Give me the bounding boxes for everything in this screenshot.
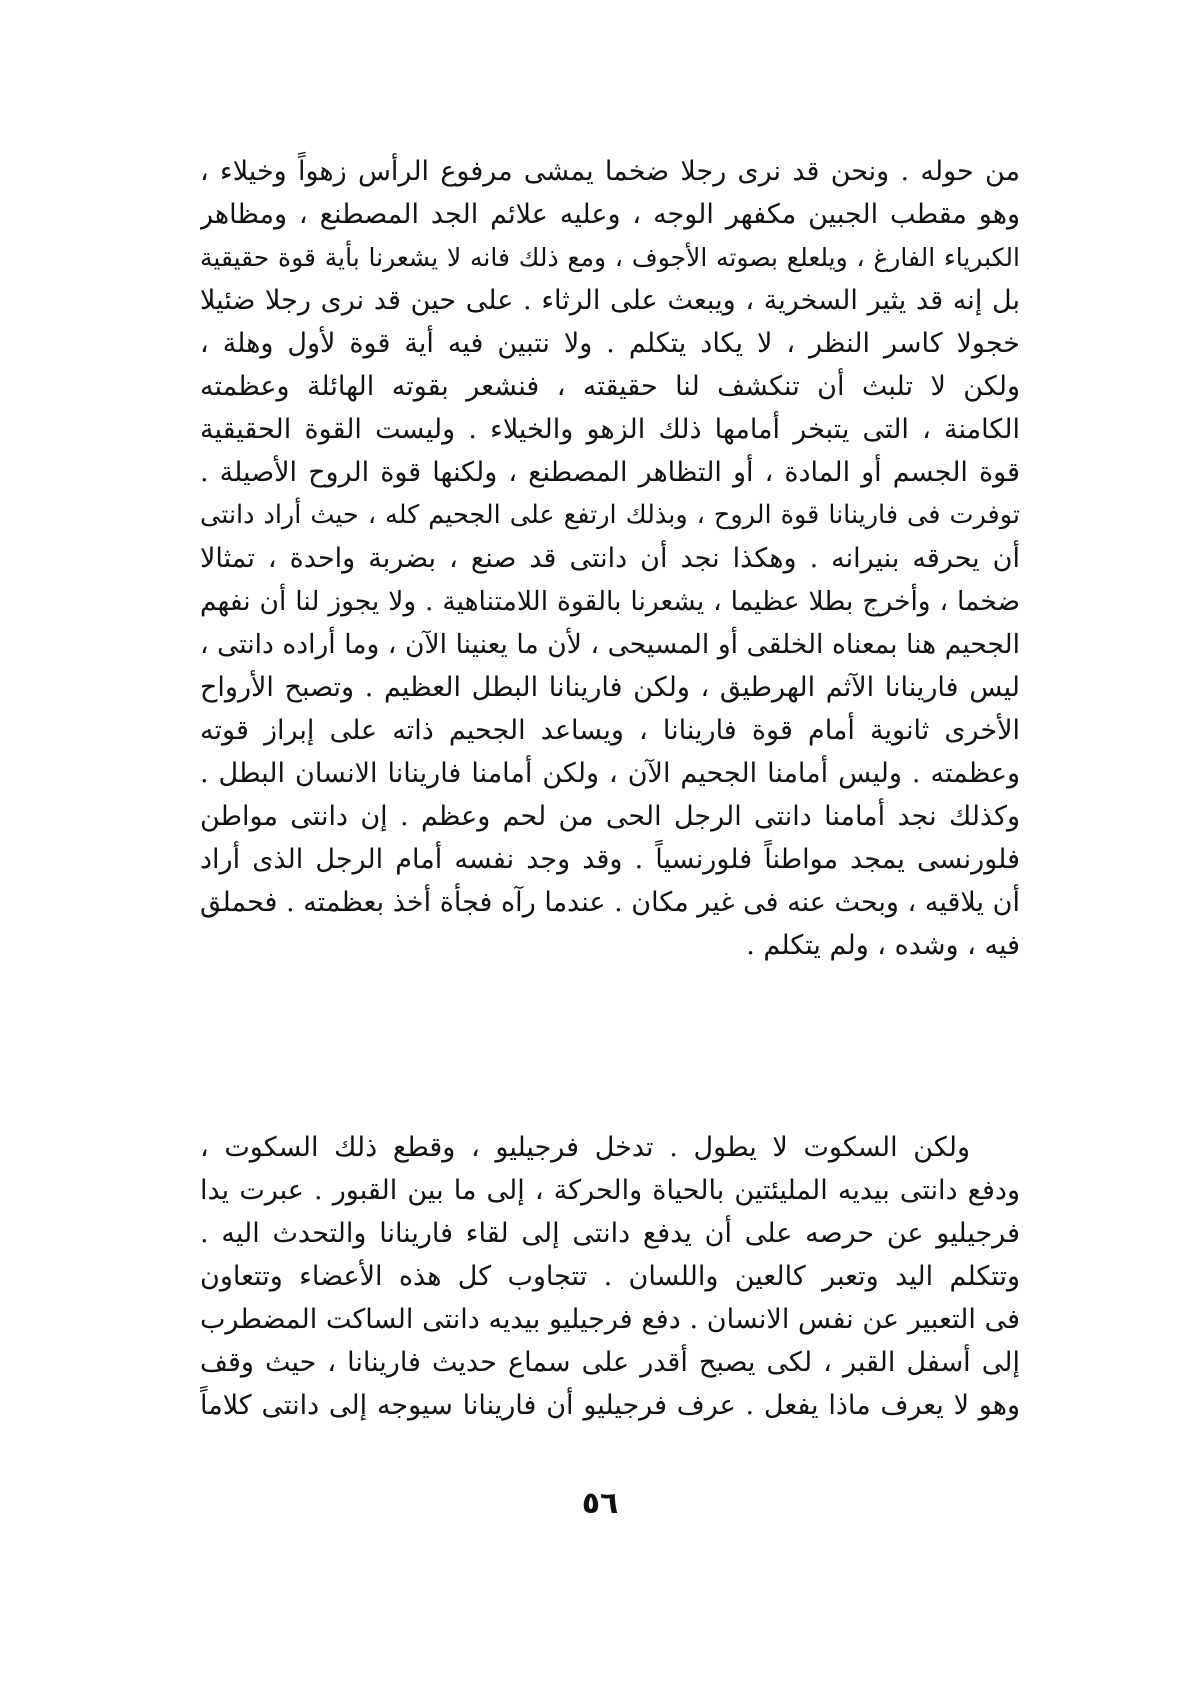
- text-line: أن يحرقه بنيرانه . وهكذا نجد أن دانتى قد صنع ، بضربة واحدة ، تمثالا: [200, 543, 1020, 574]
- text-line: وعظمته . وليس أمامنا الجحيم الآن ، ولكن أمامنا فارينانا الانسان البطل .: [200, 758, 1020, 789]
- text-line: وهو مقطب الجبين مكفهر الوجه ، وعليه علائم الجد المصطنع ، ومظاهر: [200, 199, 1020, 230]
- text-line: ولكن السكوت لا يطول . تدخل فرجيليو ، وقطع ذلك السكوت ،: [200, 1132, 970, 1163]
- text-line: أن يلاقيه ، وبحث عنه فى غير مكان . عندما رآه فجأة أخذ بعظمته . فحملق: [200, 887, 1020, 918]
- text-line: بل إنه قد يثير السخرية ، ويبعث على الرثاء . على حين قد نرى رجلا ضئيلا: [200, 285, 1020, 316]
- text-line: الأخرى ثانوية أمام قوة فارينانا ، ويساعد الجحيم ذاته على إبراز قوته: [200, 715, 1020, 746]
- text-line: وهو لا يعرف ماذا يفعل . عرف فرجيليو أن فارينانا سيوجه إلى دانتى كلاماً: [200, 1390, 1020, 1421]
- text-line: قوة الجسم أو المادة ، أو التظاهر المصطنع ، ولكنها قوة الروح الأصيلة .: [200, 457, 1020, 488]
- text-line: فيه ، وشده ، ولم يتكلم .: [746, 930, 1020, 961]
- text-line: ضخما ، وأخرج بطلا عظيما ، يشعرنا بالقوة اللامتناهية . ولا يجوز لنا أن نفهم: [200, 586, 1020, 617]
- text-line: وكذلك نجد أمامنا دانتى الرجل الحى من لحم وعظم . إن دانتى مواطن: [200, 801, 1020, 832]
- page-number: ٥٦: [581, 1486, 619, 1521]
- text-line: من حوله . ونحن قد نرى رجلا ضخما يمشى مرفوع الرأس زهواً وخيلاء ،: [200, 156, 1020, 187]
- paragraph-2: [200, 1126, 1020, 1427]
- text-line: خجولا كاسر النظر ، لا يكاد يتكلم . ولا نتبين فيه أية قوة لأول وهلة ،: [200, 328, 1020, 359]
- text-line: ودفع دانتى بيديه المليئتين بالحياة والحركة ، إلى ما بين القبور . عبرت يدا: [200, 1175, 1020, 1206]
- text-line: إلى أسفل القبر ، لكى يصبح أقدر على سماع حديث فارينانا ، حيث وقف: [200, 1347, 1020, 1378]
- text-line: فى التعبير عن نفس الانسان . دفع فرجيليو بيديه دانتى الساكت المضطرب: [200, 1304, 1020, 1335]
- text-line: وتتكلم اليد وتعبر كالعين واللسان . تتجاوب كل هذه الأعضاء وتتعاون: [200, 1261, 1020, 1292]
- text-line: فرجيليو عن حرصه على أن يدفع دانتى إلى لقاء فارينانا والتحدث اليه .: [200, 1218, 1020, 1249]
- text-line: ليس فارينانا الآثم الهرطيق ، ولكن فارينانا البطل العظيم . وتصبح الأرواح: [200, 672, 1020, 703]
- text-line: الكامنة ، التى يتبخر أمامها ذلك الزهو والخيلاء . وليست القوة الحقيقية: [200, 414, 1020, 445]
- text-line: ولكن لا تلبث أن تنكشف لنا حقيقته ، فنشعر بقوته الهائلة وعظمته: [200, 371, 1020, 402]
- text-line: الكبرياء الفارغ ، ويلعلع بصوته الأجوف ، ومع ذلك فانه لا يشعرنا بأية قوة حقيقية: [200, 243, 1020, 272]
- paragraph-1: [200, 150, 1020, 967]
- text-line: الجحيم هنا بمعناه الخلقى أو المسيحى ، لأن ما يعنينا الآن ، وما أراده دانتى ،: [200, 629, 1020, 660]
- text-line: فلورنسى يمجد مواطناً فلورنسياً . وقد وجد نفسه أمام الرجل الذى أراد: [200, 844, 1020, 875]
- text-line: توفرت فى فارينانا قوة الروح ، وبذلك ارتفع على الجحيم كله ، حيث أراد دانتى: [200, 500, 1020, 530]
